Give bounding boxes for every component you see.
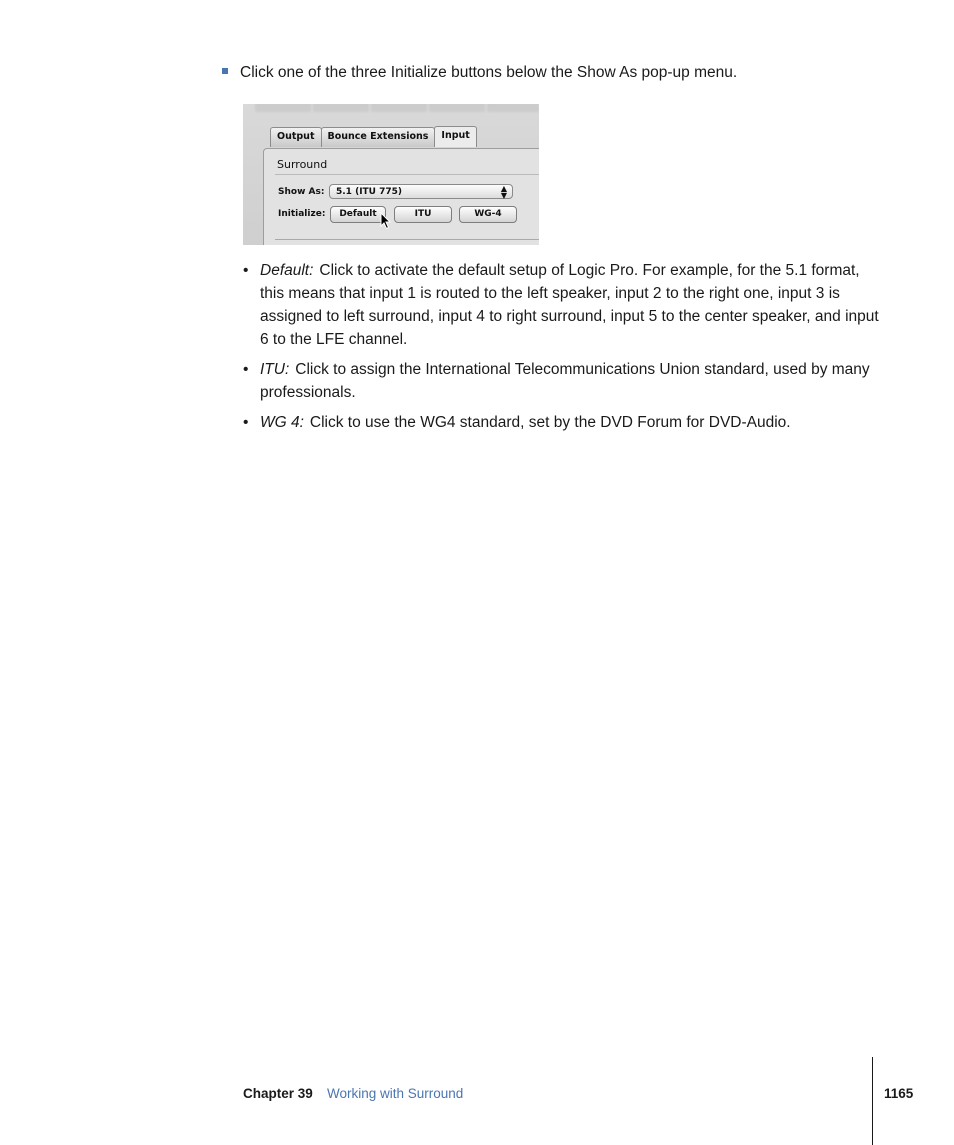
blurred-top-tabs [255,104,539,112]
list-item [243,259,883,351]
show-as-popup[interactable] [329,184,513,199]
footer-chapter: Chapter 39 [243,1086,313,1101]
tab-bar [270,127,476,147]
page-number: 1165 [884,1086,914,1101]
option-term: Default: [260,262,314,279]
default-button[interactable]: Default [330,206,386,223]
tab-bounce-extensions[interactable]: Bounce Extensions [321,127,436,147]
bullet-dot-icon: • [243,414,249,431]
mouse-cursor-icon [380,212,392,230]
surround-heading: Surround [277,158,328,171]
popup-arrows-icon: ▲ ▼ [500,184,507,200]
bullet-dot-icon: • [243,262,249,279]
screenshot-figure [243,104,539,245]
footer-chapter-title: Working with Surround [327,1086,464,1101]
tab-output[interactable]: Output [270,127,322,147]
show-as-label: Show As: [278,187,325,197]
show-as-value: 5.1 (ITU 775) [336,187,403,197]
initialize-label: Initialize: [278,209,326,219]
bullet-dot-icon: • [243,361,249,378]
option-description: Click to assign the International Telecommunications Union standard, used by many professionals. [260,361,870,401]
option-term: WG 4: [260,414,304,431]
list-item [243,358,883,404]
panel-bottom-divider [275,239,539,240]
wg4-button[interactable]: WG-4 [459,206,517,223]
itu-button[interactable]: ITU [394,206,452,223]
square-bullet-icon [222,68,228,74]
tab-input[interactable]: Input [434,126,476,147]
footer-divider [872,1057,873,1145]
instruction-step [222,62,737,84]
option-term: ITU: [260,361,290,378]
option-description: Click to use the WG4 standard, set by the DVD Forum for DVD-Audio. [309,414,791,431]
option-description: Click to activate the default setup of Logic Pro. For example, for the 5.1 format, this means that input 1 is routed to the left speaker, input 2 to the right one, input 3 is assigned to left surround, input 4 to right surround, input 5 to the center speaker, and input 6 to the LFE channel. [260,262,879,348]
section-divider [275,174,539,175]
option-list [243,259,883,441]
instruction-text: Click one of the three Initialize buttons below the Show As pop-up menu. [240,64,738,81]
list-item [243,411,883,434]
